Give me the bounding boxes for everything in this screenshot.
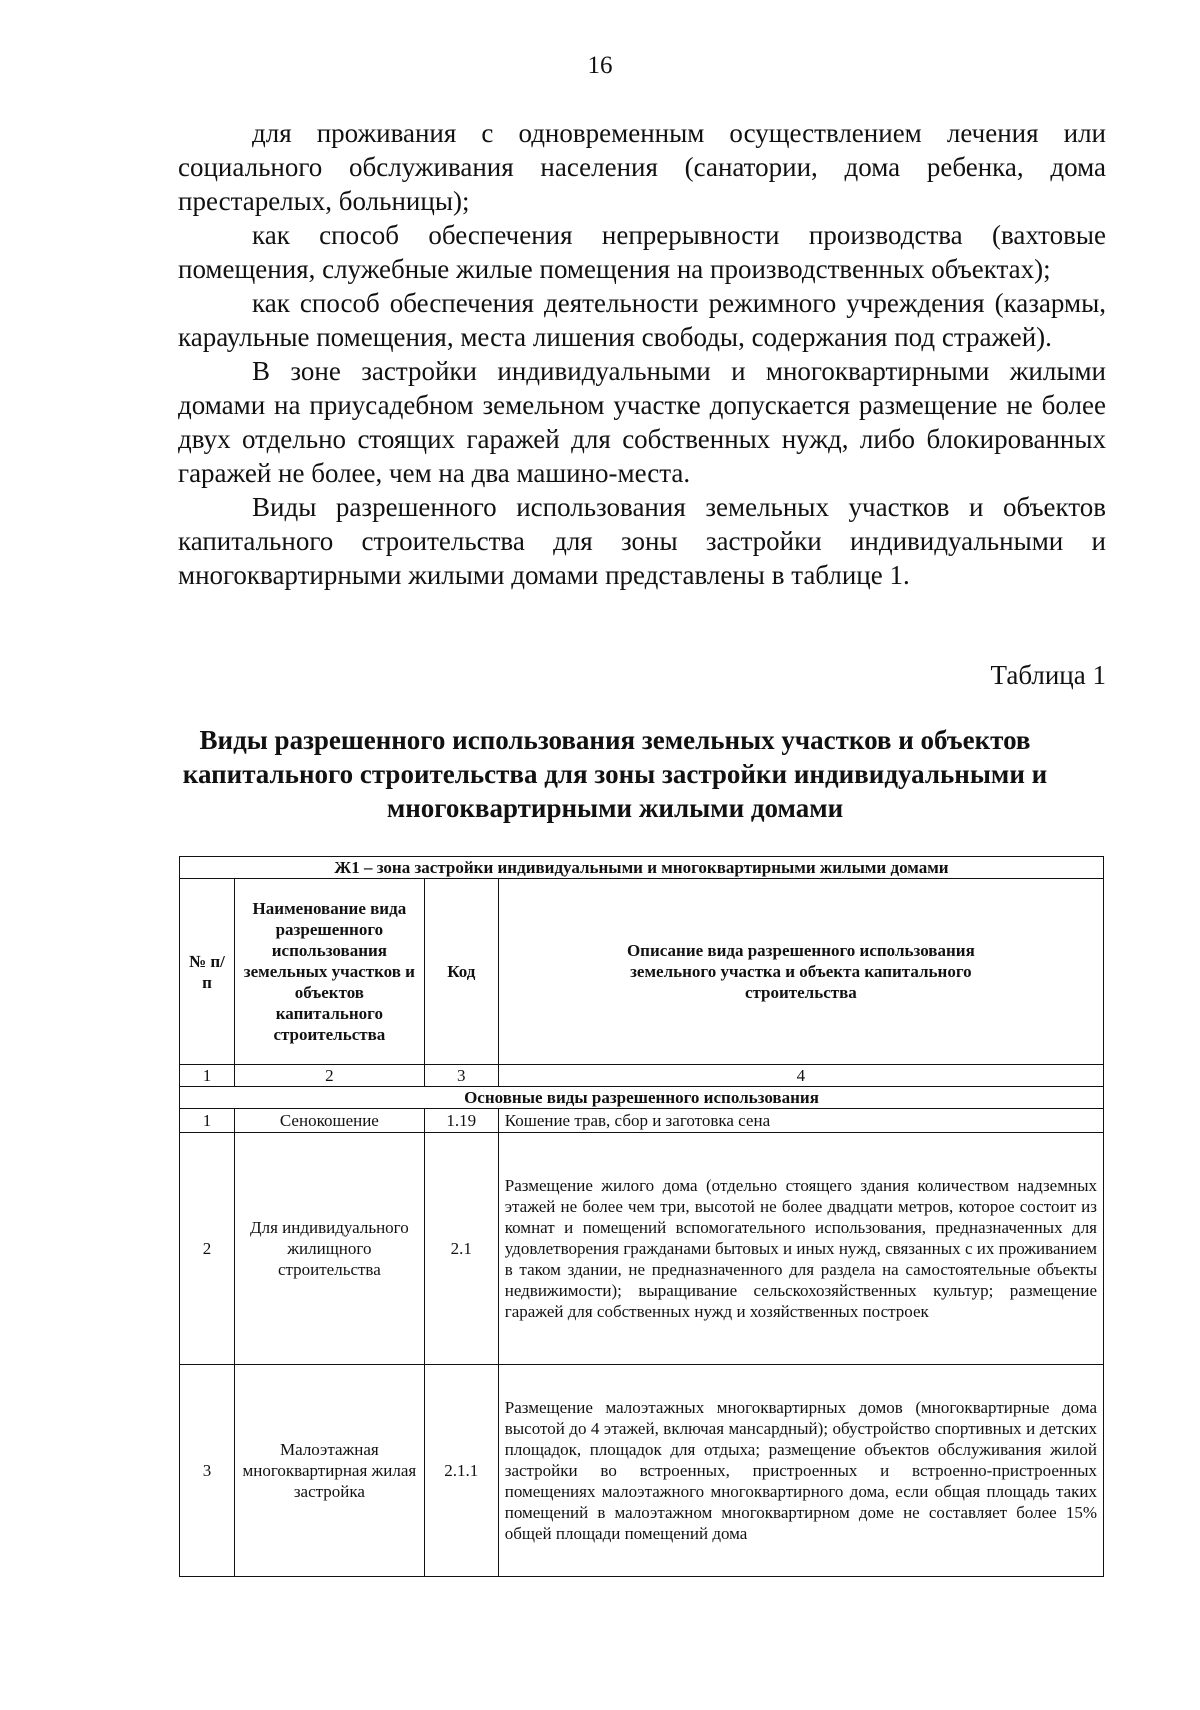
row-num: 1 <box>180 1109 235 1133</box>
column-number: 1 <box>180 1065 235 1087</box>
body-text <box>178 116 1106 592</box>
row-code: 1.19 <box>424 1109 498 1133</box>
row-code: 2.1 <box>424 1133 498 1365</box>
paragraph: для проживания с одновременным осуществлением лечения или социального обслуживания населения (санатории, дома ребенка, дома престарелых, больницы); <box>178 118 1106 216</box>
paragraph: Виды разрешенного использования земельных участков и объектов капитального строительства для зоны застройки индивидуальными и многоквартирными жилыми домами представлены в таблице 1. <box>178 492 1106 590</box>
table-row <box>180 1365 1104 1577</box>
land-use-table <box>179 856 1104 1577</box>
header-name: Наименование вида разрешенного использования земельных участков и объектов капитального строительства <box>234 879 424 1065</box>
row-num: 2 <box>180 1133 235 1365</box>
column-numbers-row <box>180 1065 1104 1087</box>
page-number: 16 <box>587 52 613 79</box>
table-row <box>180 1109 1104 1133</box>
row-description: Кошение трав, сбор и заготовка сена <box>498 1109 1103 1133</box>
table-title: Виды разрешенного использования земельных участков и объектов капитального строительства для зоны застройки индивидуальными и многоквартирными жилыми домами <box>182 725 1048 823</box>
row-description: Размещение жилого дома (отдельно стоящего здания количеством надземных этажей не более чем три, высотой не более двадцати метров, которое состоит из комнат и помещений вспомогательного использования, предназначенных для удовлетворения гражданами бытовых и иных нужд, связанных с их проживанием в таком здании, не предназначенного для раздела на самостоятельные объекты недвижимости); выращивание сельскохозяйственных культур; размещение гаражей для собственных нужд и хозяйственных построек <box>498 1133 1103 1365</box>
zone-title: Ж1 – зона застройки индивидуальными и многоквартирными жилыми домами <box>180 857 1104 879</box>
row-name: Малоэтажная многоквартирная жилая застройка <box>234 1365 424 1577</box>
table-label: Таблица 1 <box>990 660 1106 690</box>
column-number: 2 <box>234 1065 424 1087</box>
row-name: Для индивидуального жилищного строительства <box>234 1133 424 1365</box>
row-code: 2.1.1 <box>424 1365 498 1577</box>
paragraph: В зоне застройки индивидуальными и многоквартирными жилыми домами на приусадебном земельном участке допускается размещение не более двух отдельно стоящих гаражей для собственных нужд, либо блокированных гаражей не более, чем на два машино-места. <box>178 356 1106 488</box>
row-name: Сенокошение <box>234 1109 424 1133</box>
header-description: Описание вида разрешенного использования земельного участка и объекта капитального строительства <box>498 879 1103 1065</box>
table-row <box>180 1133 1104 1365</box>
header-code: Код <box>424 879 498 1065</box>
header-num: № п/п <box>180 879 235 1065</box>
paragraph: как способ обеспечения непрерывности производства (вахтовые помещения, служебные жилые помещения на производственных объектах); <box>178 220 1106 284</box>
section-title: Основные виды разрешенного использования <box>180 1087 1104 1109</box>
paragraph: как способ обеспечения деятельности режимного учреждения (казармы, караульные помещения, места лишения свободы, содержания под стражей). <box>178 288 1106 352</box>
column-number: 3 <box>424 1065 498 1087</box>
row-description: Размещение малоэтажных многоквартирных домов (многоквартирные дома высотой до 4 этажей, включая мансардный); обустройство спортивных и детских площадок, площадок для отдыха; размещение объектов обслуживания жилой застройки во встроенных, пристроенных и встроенно-пристроенных помещениях малоэтажного многоквартирного дома, если общая площадь таких помещений в малоэтажном многоквартирном доме не составляет более 15% общей площади помещений дома <box>498 1365 1103 1577</box>
column-number: 4 <box>498 1065 1103 1087</box>
row-num: 3 <box>180 1365 235 1577</box>
